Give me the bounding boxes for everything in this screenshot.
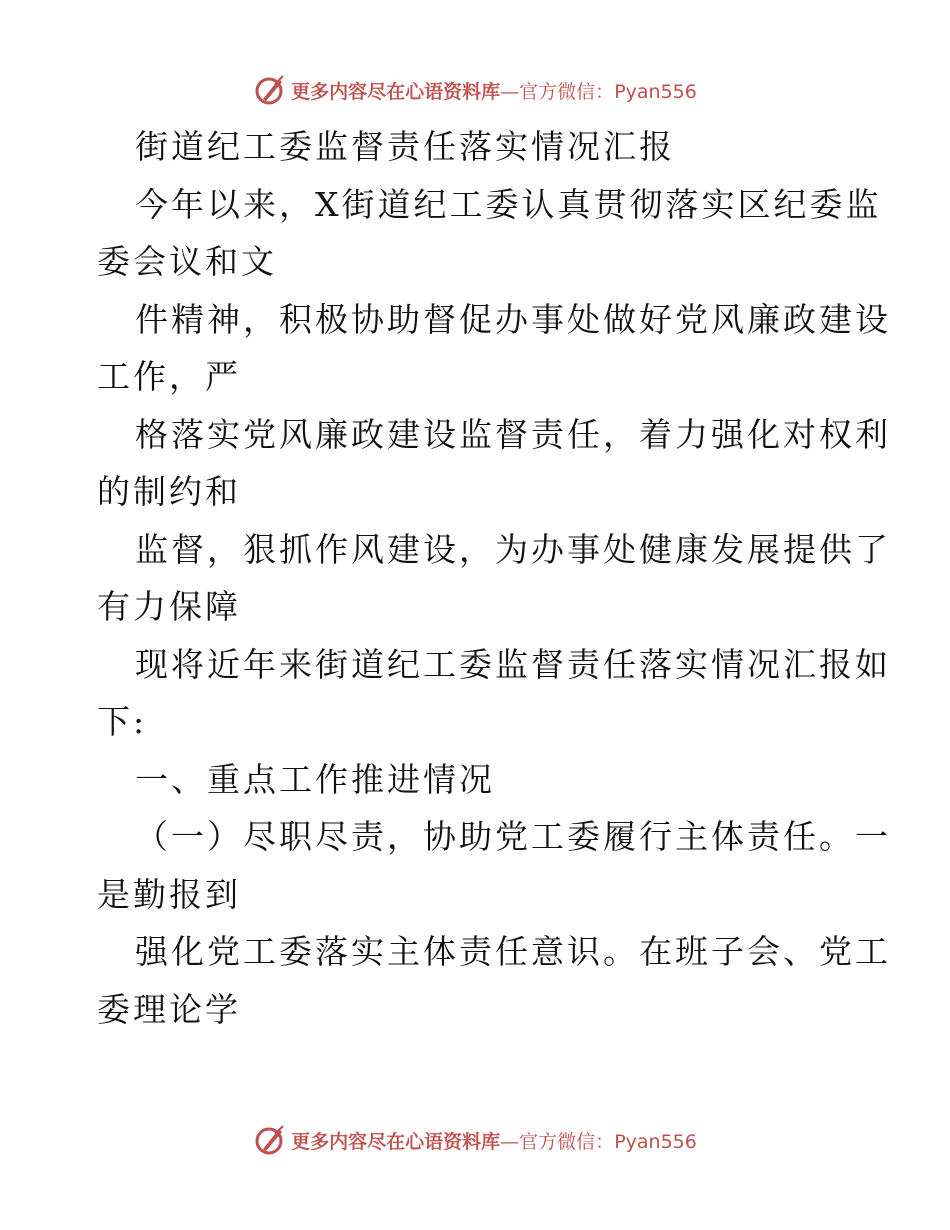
- paragraph-line: 格落实党风廉政建设监督责任，着力强化对权利: [135, 414, 891, 454]
- paragraph-line: 有力保障: [97, 587, 241, 626]
- paragraph-line: 委理论学: [97, 989, 241, 1029]
- quill-pen-logo-icon: [253, 73, 287, 107]
- paragraph-line: 今年以来，X街道纪工委认真贯彻落实区纪委监: [135, 184, 882, 224]
- paragraph-line: 监督，狠抓作风建设，为办事处健康发展提供了: [135, 529, 891, 569]
- title-line: 街道纪工委监督责任落实情况汇报: [135, 127, 675, 166]
- paragraph-line: （一）尽职尽责，协助党工委履行主体责任。一: [135, 817, 891, 856]
- paragraph-line: 委会议和文: [97, 242, 277, 281]
- paragraph-line: 下:: [97, 702, 148, 741]
- section-heading: 一、重点工作推进情况: [135, 759, 495, 799]
- header-banner: [0, 70, 950, 110]
- paragraph-line: 工作，严: [97, 357, 241, 396]
- banner-text: 更多内容尽在心语资料库—官方微信：Pyan556: [291, 1130, 697, 1153]
- document-body: [97, 118, 891, 1038]
- paragraph-line: 强化党工委落实主体责任意识。在班子会、党工: [135, 932, 891, 971]
- paragraph-line: 的制约和: [97, 472, 241, 511]
- footer-banner: [0, 1120, 950, 1160]
- paragraph-line: 是勤报到: [97, 874, 241, 914]
- paragraph-line: 现将近年来街道纪工委监督责任落实情况汇报如: [135, 644, 891, 684]
- banner-text: 更多内容尽在心语资料库—官方微信：Pyan556: [291, 80, 697, 103]
- quill-pen-logo-icon: [253, 1123, 287, 1157]
- paragraph-line: 件精神，积极协助督促办事处做好党风廉政建设: [135, 299, 891, 339]
